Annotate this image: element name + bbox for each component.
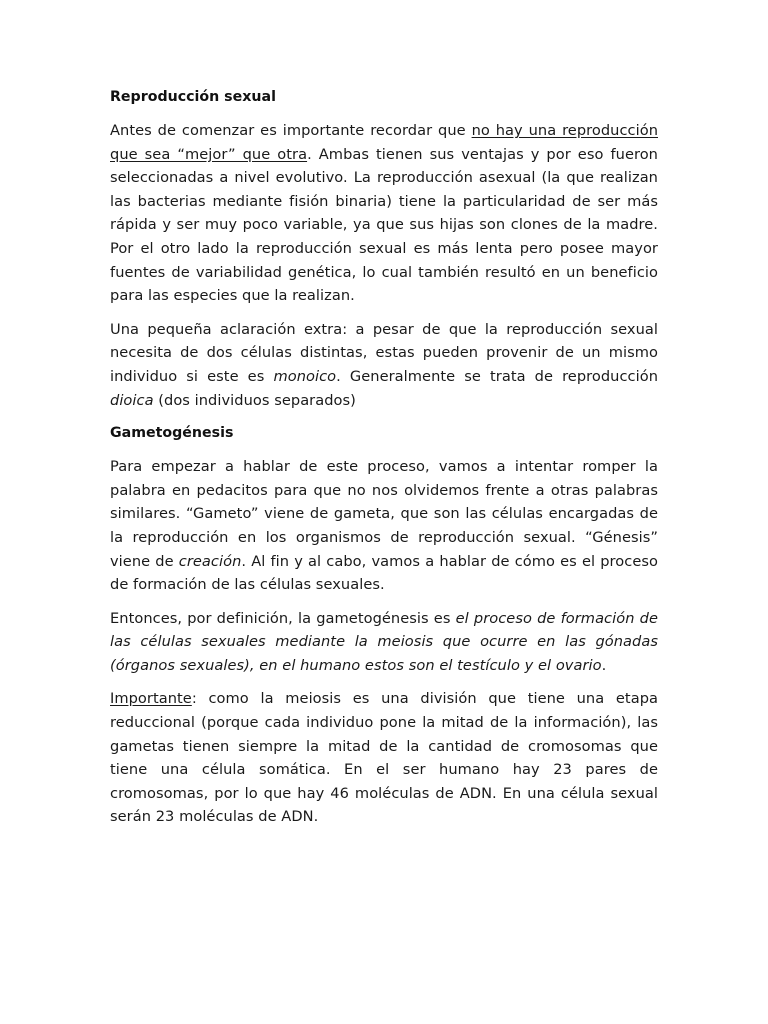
underlined-label-importante: Importante	[110, 690, 192, 708]
section-heading-reproduccion-sexual: Reproducción sexual	[110, 89, 276, 105]
text-run: . Ambas tienen sus ventajas y por eso fueron seleccionadas a nivel evolutivo. La reproducción asexual (la que realizan las bacterias mediante fisión binaria) tiene la particularidad de ser más rápida y ser muy poco variable, ya que sus hijas son clones de la madre. Por el otro lado la reproducción sexual es más lenta pero posee mayor fuentes de variabilidad genética, lo cual también resultó en un beneficio para las especies que la realizan.	[110, 145, 658, 305]
document-body	[110, 86, 658, 839]
italic-term-dioica: dioica	[110, 391, 154, 409]
text-run: Antes de comenzar es importante recordar que	[110, 122, 472, 139]
text-run: Para empezar a hablar de este proceso, vamos a intentar romper la palabra en pedacitos para que no nos olvidemos frente a otras palabras similares. “Gameto” viene de gameta, que son las células encargadas de la reproducción en los organismos de reproducción sexual. “Génesis” viene de	[110, 458, 658, 570]
italic-definition: el proceso de formación de las células sexuales mediante la meiosis que ocurre en las gónadas (órganos sexuales), en el humano estos son el testículo y el ovario	[110, 609, 658, 674]
paragraph-aclaracion	[110, 318, 658, 412]
paragraph-definicion	[110, 607, 658, 678]
section-heading-gametogenesis: Gametogénesis	[110, 425, 234, 442]
text-run: (dos individuos separados)	[153, 391, 356, 409]
paragraph-importante	[110, 687, 658, 829]
underlined-text: no hay una reproducción que sea “mejor” que otra	[110, 122, 658, 163]
text-run: .	[601, 656, 607, 674]
text-run: . Al fin y al cabo, vamos a hablar de cómo es el proceso de formación de las células sexuales.	[110, 552, 658, 594]
italic-term-monoico: monoico	[273, 367, 337, 385]
paragraph-etimologia	[110, 455, 658, 597]
text-run: . Generalmente se trata de reproducción	[336, 367, 659, 385]
text-run: Una pequeña aclaración extra: a pesar de que la reproducción sexual necesita de dos células distintas, estas pueden provenir de un mismo individuo si este es	[110, 320, 658, 385]
paragraph-intro	[110, 119, 658, 308]
italic-term-creacion: creación	[178, 552, 242, 570]
text-run: : como la meiosis es una división que tiene una etapa reduccional (porque cada individuo pone la mitad de la información), las gametas tienen siempre la mitad de la cantidad de cromosomas que tiene una célula somática. En el ser humano hay 23 pares de cromosomas, por lo que hay 46 moléculas de ADN. En una célula sexual serán 23 moléculas de ADN.	[110, 690, 658, 826]
text-run: Entonces, por definición, la gametogénesis es	[110, 609, 456, 627]
